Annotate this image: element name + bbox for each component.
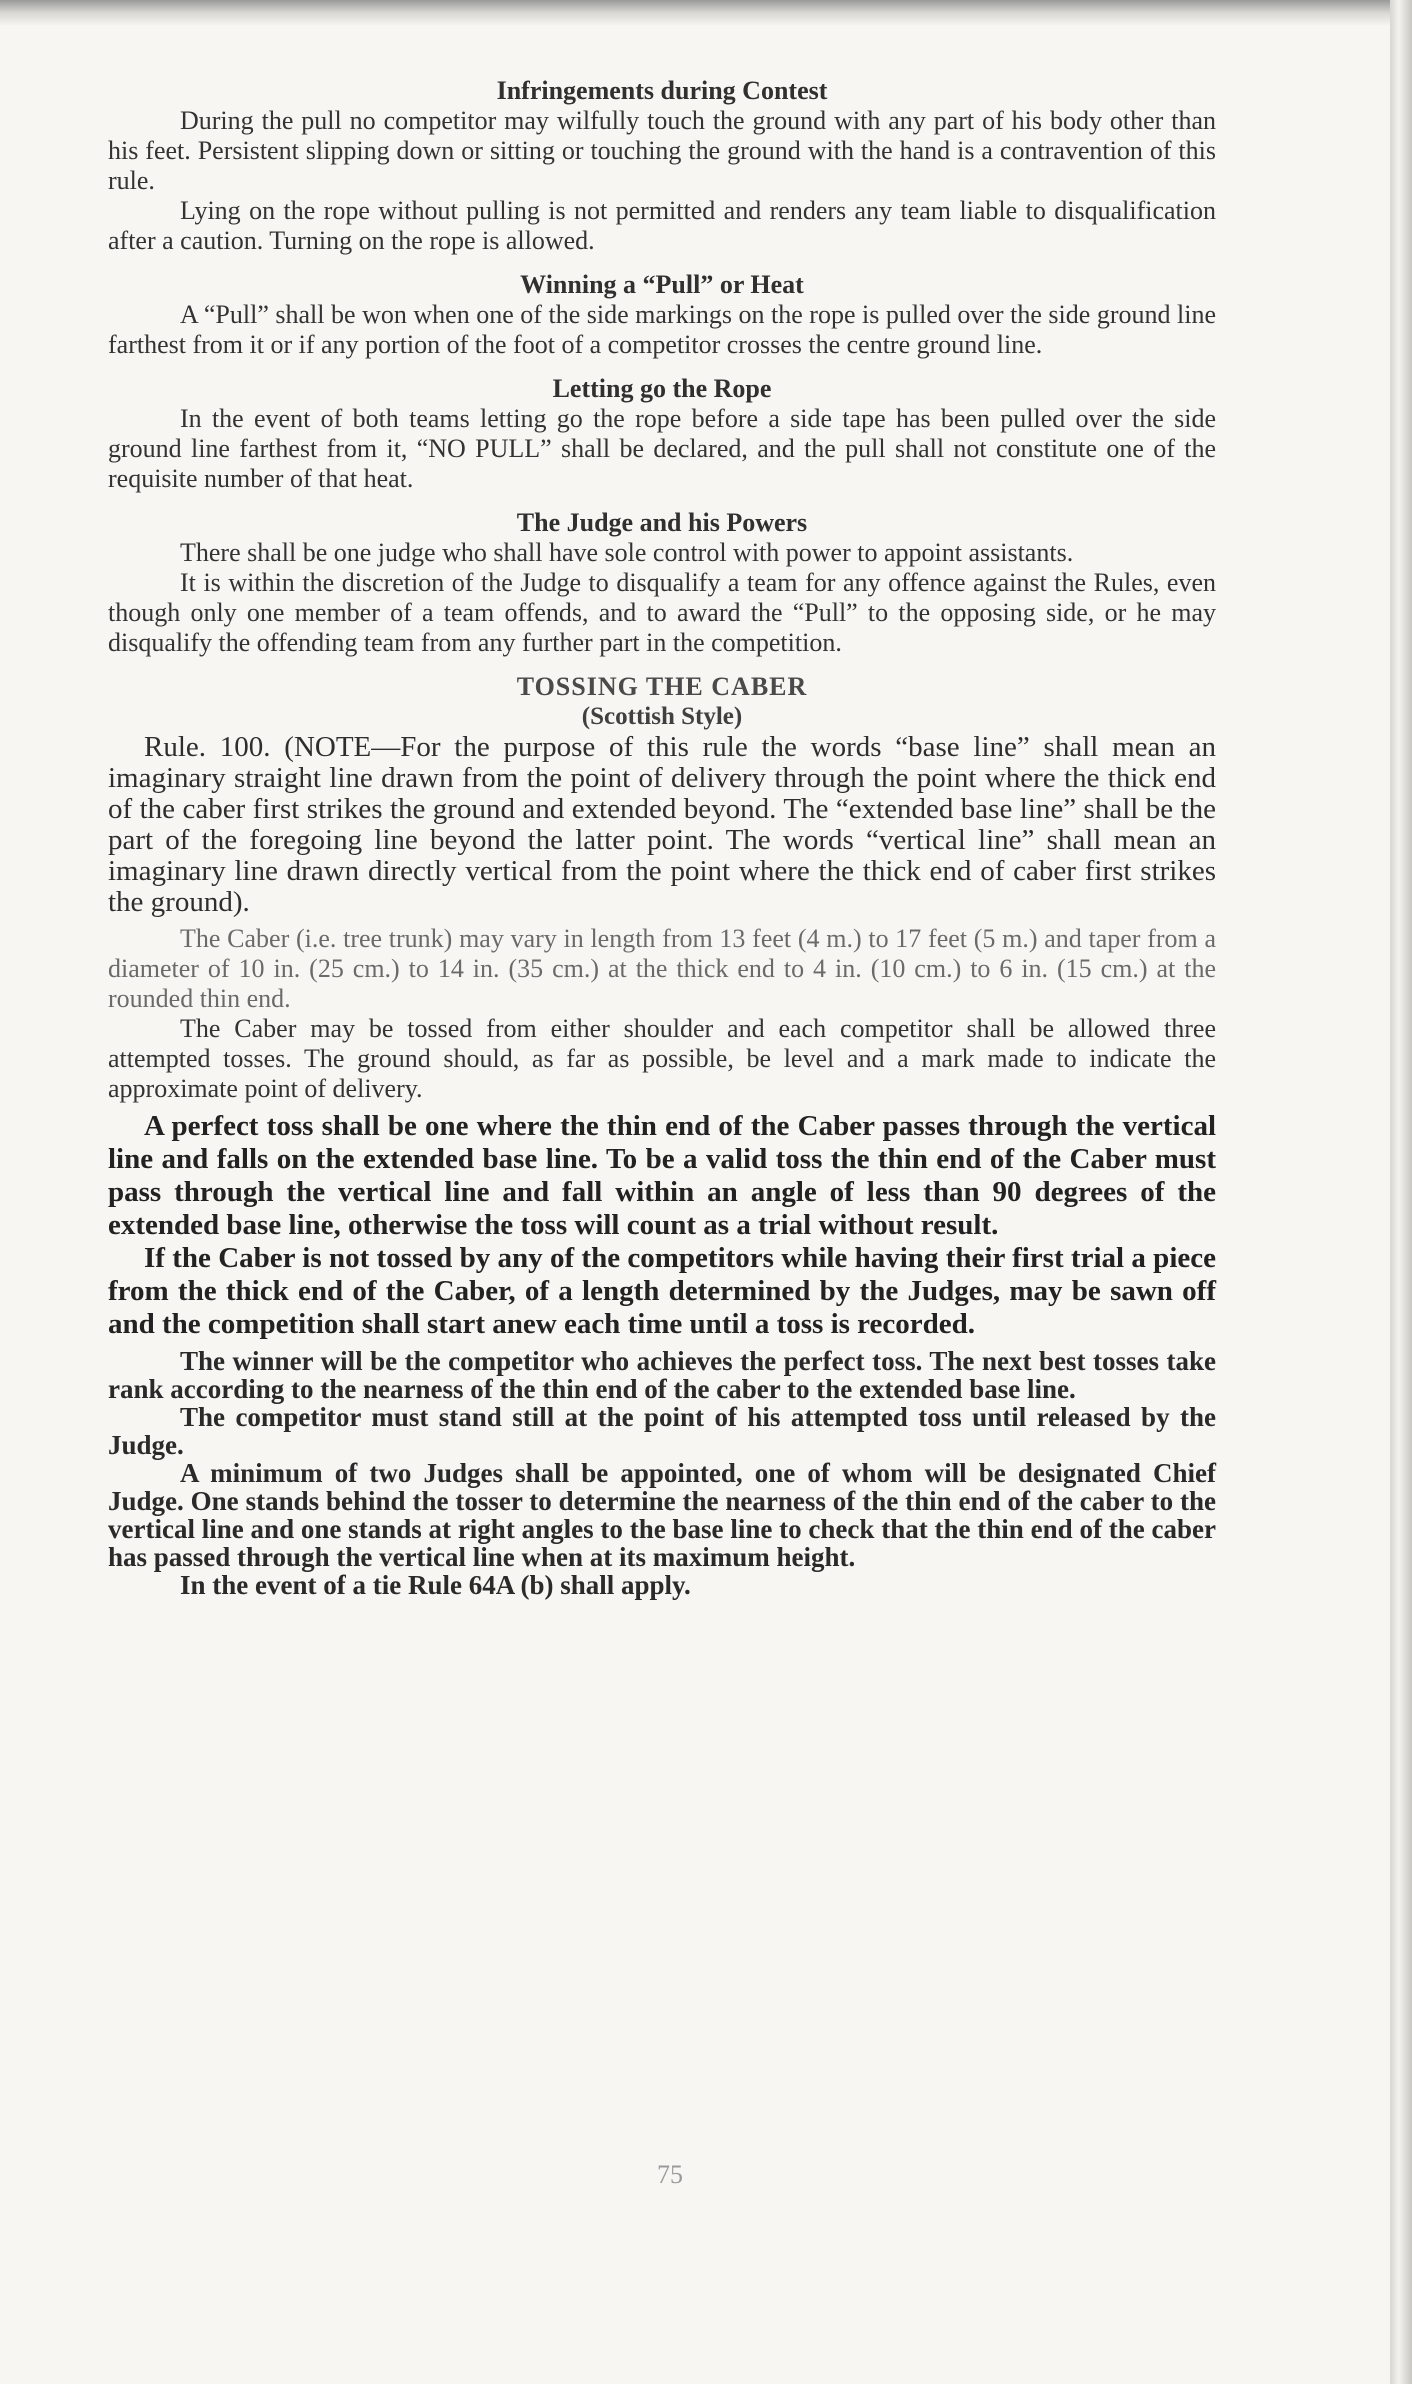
scan-top-shadow bbox=[0, 0, 1390, 26]
paragraph-tie: In the event of a tie Rule 64A (b) shall apply. bbox=[180, 1570, 691, 1600]
subheading-caber: (Scottish Style) bbox=[581, 703, 743, 730]
page-content bbox=[108, 76, 1216, 1599]
paragraph-winning: A “Pull” shall be won when one of the side markings on the rope is pulled over the side ground line farthest from it or if any portion of the foot of a competitor crosses the centre ground line. bbox=[108, 300, 1216, 359]
heading-caber: TOSSING THE CABER bbox=[516, 672, 808, 701]
heading-judge: The Judge and his Powers bbox=[516, 508, 808, 537]
paragraph-judges: A minimum of two Judges shall be appointed, one of whom will be designated Chief Judge. One stands behind the tosser to determine the nearness of the thin end of the caber to the vertical line and one stands at right angles to the base line to check that the thin end of the caber has passed through the vertical line when at its maximum height. bbox=[108, 1458, 1216, 1572]
paragraph-judge-2: It is within the discretion of the Judge to disqualify a team for any offence against the Rules, even though only one member of a team offends, and to award the “Pull” to the opposing side, or he may disqualify the offending team from any further part in the competition. bbox=[108, 568, 1216, 657]
paragraph-caber-shoulder: The Caber may be tossed from either shoulder and each competitor shall be allowed three attempted tosses. The ground should, as far as possible, be level and a mark made to indicate the approximate point of delivery. bbox=[108, 1014, 1216, 1103]
paragraph-infringements-1: During the pull no competitor may wilfully touch the ground with any part of his body other than his feet. Persistent slipping down or sitting or touching the ground with the hand is a contravention of this rule. bbox=[108, 106, 1216, 195]
paragraph-winner: The winner will be the competitor who achieves the perfect toss. The next best tosses take rank according to the nearness of the thin end of the caber to the extended base line. bbox=[108, 1346, 1216, 1404]
heading-letting-go: Letting go the Rope bbox=[552, 374, 772, 403]
rule-100-note: Rule. 100. (NOTE—For the purpose of this rule the words “base line” shall mean an imaginary straight line drawn from the point of delivery through the point where the thick end of the caber first strikes the ground and extended beyond. The “extended base line” shall be the part of the foregoing line beyond the latter point. The words “vertical line” shall mean an imaginary line drawn directly vertical from the point where the thick end of caber first strikes the ground). bbox=[108, 731, 1216, 918]
heading-winning: Winning a “Pull” or Heat bbox=[520, 270, 804, 299]
paragraph-judge-1: There shall be one judge who shall have sole control with power to appoint assistants. bbox=[180, 538, 1074, 567]
paragraph-stand-still: The competitor must stand still at the point of his attempted toss until released by the Judge. bbox=[108, 1402, 1216, 1460]
paragraph-not-tossed: If the Caber is not tossed by any of the competitors while having their first trial a piece from the thick end of the Caber, of a length determined by the Judges, may be sawn off and the competition shall start anew each time until a toss is recorded. bbox=[108, 1242, 1216, 1340]
paragraph-letting-go: In the event of both teams letting go the rope before a side tape has been pulled over the side ground line farthest from it, “NO PULL” shall be declared, and the pull shall not constitute one of the requisite number of that heat. bbox=[108, 404, 1216, 493]
paragraph-perfect-toss: A perfect toss shall be one where the thin end of the Caber passes through the vertical line and falls on the extended base line. To be a valid toss the thin end of the Caber must pass through the vertical line and fall within an angle of less than 90 degrees of the extended base line, otherwise the toss will count as a trial without result. bbox=[108, 1110, 1216, 1241]
page-edge bbox=[1390, 0, 1412, 2384]
page-number: 75 bbox=[657, 2160, 683, 2189]
paragraph-caber-size: The Caber (i.e. tree trunk) may vary in length from 13 feet (4 m.) to 17 feet (5 m.) and taper from a diameter of 10 in. (25 cm.) to 14 in. (35 cm.) at the thick end to 4 in. (10 cm.) to 6 in. (15 cm.) at the rounded thin end. bbox=[108, 924, 1216, 1013]
paragraph-infringements-2: Lying on the rope without pulling is not permitted and renders any team liable to disqualification after a caution. Turning on the rope is allowed. bbox=[108, 196, 1216, 255]
heading-infringements: Infringements during Contest bbox=[496, 76, 828, 105]
